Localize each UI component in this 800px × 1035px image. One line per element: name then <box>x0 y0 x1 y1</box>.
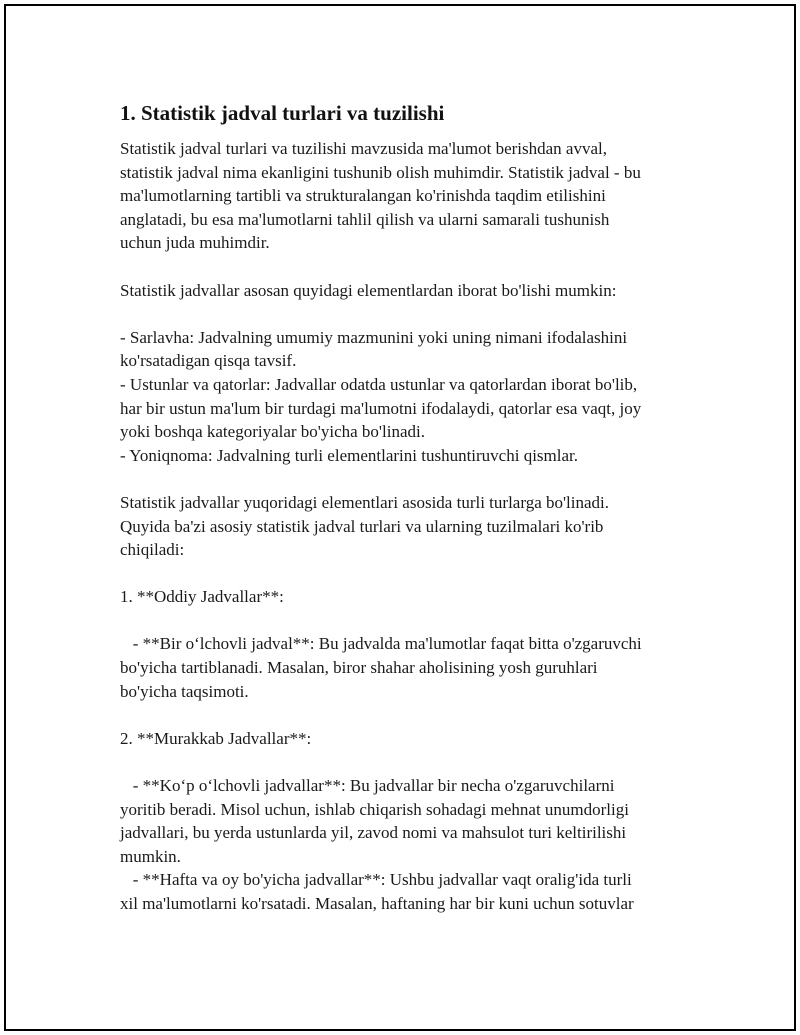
text-line: ko'rsatadigan qisqa tavsif. <box>120 351 297 371</box>
paragraph <box>120 137 700 255</box>
paragraph-gap <box>120 467 700 491</box>
text-line: - Yoniqnoma: Jadvalning turli elementlarini tushuntiruvchi qismlar. <box>120 445 579 465</box>
text-line: 1. **Oddiy Jadvallar**: <box>120 587 284 607</box>
text-line: yoki boshqa kategoriyalar bo'yicha bo'linadi. <box>120 422 425 442</box>
paragraph <box>120 326 700 468</box>
paragraph <box>120 632 700 703</box>
text-line: statistik jadval nima ekanligini tushunib olish muhimdir. Statistik jadval - bu <box>120 162 641 182</box>
paragraph-gap <box>120 255 700 279</box>
paragraph <box>120 585 700 609</box>
paragraph-gap <box>120 562 700 586</box>
text-line: - **Koʻp oʻlchovli jadvallar**: Bu jadvallar bir necha o'zgaruvchilarni <box>120 776 615 796</box>
text-line: mumkin. <box>120 846 181 866</box>
text-line: chiqiladi: <box>120 540 185 560</box>
text-line: ma'lumotlarning tartibli va strukturalangan ko'rinishda taqdim etilishini <box>120 186 606 206</box>
section-title: 1. Statistik jadval turlari va tuzilishi <box>120 101 445 125</box>
text-line: Statistik jadvallar asosan quyidagi elementlardan iborat bo'lishi mumkin: <box>120 280 617 300</box>
text-line: jadvallari, bu yerda ustunlarda yil, zavod nomi va mahsulot turi keltirilishi <box>120 823 627 843</box>
text-line: anglatadi, bu esa ma'lumotlarni tahlil qilish va ularni samarali tushunish <box>120 209 610 229</box>
text-line: xil ma'lumotlarni ko'rsatadi. Masalan, haftaning har bir kuni uchun sotuvlar <box>120 894 634 913</box>
paragraph <box>120 491 700 562</box>
text-line: - **Hafta va oy bo'yicha jadvallar**: Ushbu jadvallar vaqt oralig'ida turli <box>120 870 632 890</box>
text-line: uchun juda muhimdir. <box>120 233 270 253</box>
text-line: bo'yicha taqsimoti. <box>120 681 249 701</box>
text-line: har bir ustun ma'lum bir turdagi ma'lumotni ifodalaydi, qatorlar esa vaqt, joy <box>120 398 642 418</box>
paragraph <box>120 727 700 751</box>
paragraph-gap <box>120 750 700 774</box>
text-line: Quyida ba'zi asosiy statistik jadval turlari va ularning tuzilmalari ko'rib <box>120 516 604 536</box>
text-line: Statistik jadval turlari va tuzilishi mavzusida ma'lumot berishdan avval, <box>120 139 607 158</box>
text-line: - Sarlavha: Jadvalning umumiy mazmunini yoki uning nimani ifodalashini <box>120 327 628 347</box>
text-line: yoritib beradi. Misol uchun, ishlab chiqarish sohadagi mehnat unumdorligi <box>120 799 629 819</box>
text-line: bo'yicha tartiblanadi. Masalan, biror shahar aholisining yosh guruhlari <box>120 658 598 678</box>
text-line: - Ustunlar va qatorlar: Jadvallar odatda ustunlar va qatorlardan iborat bo'lib, <box>120 374 638 394</box>
paragraph <box>120 774 700 916</box>
page-frame <box>4 4 796 1031</box>
paragraph-gap <box>120 302 700 326</box>
document-body <box>120 98 700 916</box>
paragraph-gap <box>120 703 700 727</box>
text-blocks <box>120 137 700 916</box>
text-line: 2. **Murakkab Jadvallar**: <box>120 728 312 748</box>
text-line: - **Bir oʻlchovli jadval**: Bu jadvalda ma'lumotlar faqat bitta o'zgaruvchi <box>120 634 642 654</box>
paragraph <box>120 279 700 303</box>
text-line: Statistik jadvallar yuqoridagi elementlari asosida turli turlarga bo'linadi. <box>120 492 610 512</box>
paragraph-gap <box>120 609 700 633</box>
